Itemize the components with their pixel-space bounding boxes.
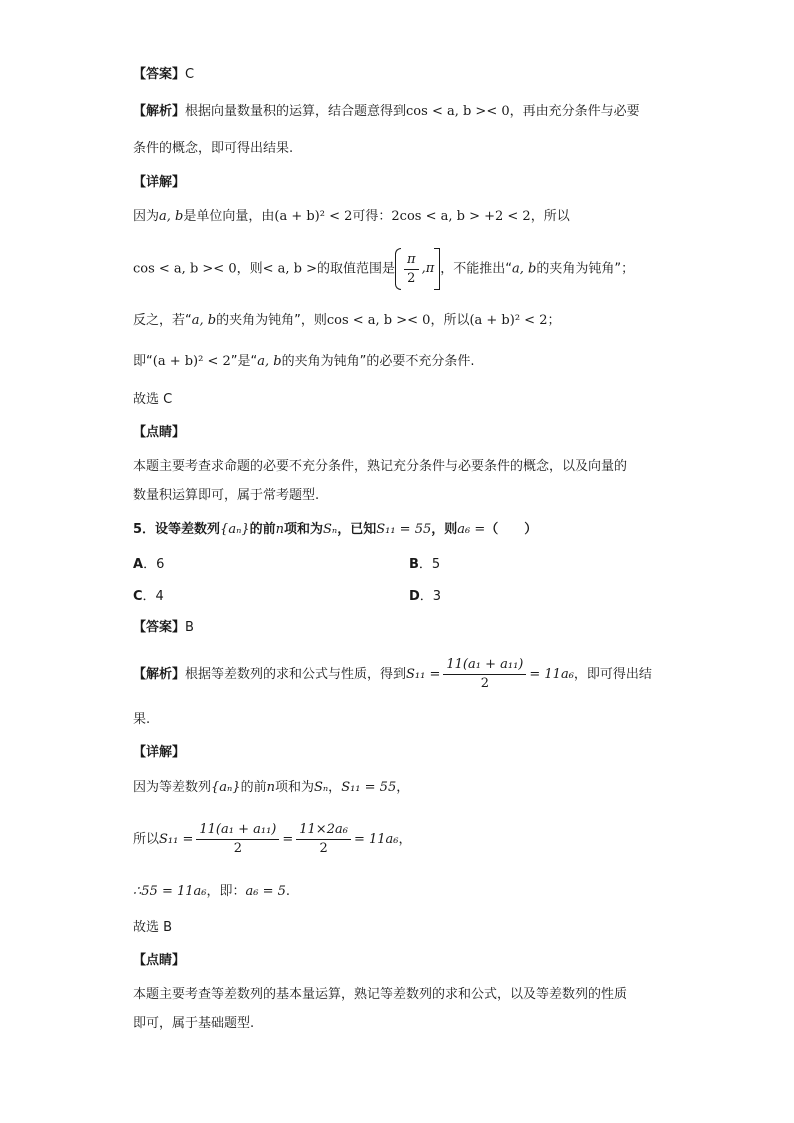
detail-math: (a + b)² < 2 xyxy=(152,354,231,369)
answer-value: C xyxy=(185,67,195,82)
fraction-numerator: 11(a₁ + a₁₁) xyxy=(196,821,279,840)
q4-detail-line-3 xyxy=(133,311,734,331)
detail-text: 是单位向量，由 xyxy=(183,209,275,224)
detail-fraction-1 xyxy=(196,821,279,858)
q5-title-text: 5．设等差数列 xyxy=(133,522,221,537)
analysis-math: = 11a₆ xyxy=(529,667,574,682)
analysis-label: 【解析】 xyxy=(133,104,186,119)
q5-title-text: ，则 xyxy=(431,522,458,537)
option-key: D xyxy=(409,589,420,604)
vector-ab: a, b xyxy=(257,354,282,369)
equals-sign: = xyxy=(282,832,294,847)
detail-text: ，即： xyxy=(206,884,246,899)
q5-review-label-line xyxy=(133,951,734,971)
q5-detail-line-2 xyxy=(133,820,734,864)
analysis-math: cos < a, b >< 0 xyxy=(406,104,510,119)
analysis-math: S₁₁ = xyxy=(406,667,441,682)
pi-over-two xyxy=(404,251,419,288)
fraction-denominator: 2 xyxy=(233,841,242,856)
detail-text: 的取值范围是 xyxy=(317,261,396,277)
answer-label: 【答案】 xyxy=(133,620,186,635)
detail-text: 的前 xyxy=(240,780,267,795)
sequence-symbol: {aₙ} xyxy=(220,522,250,537)
s11-value: S₁₁ = 55 xyxy=(376,522,432,537)
q5-detail-line-1 xyxy=(133,778,734,798)
interval xyxy=(395,248,440,290)
q4-detail-label-line xyxy=(133,173,734,193)
q4-detail-line-4 xyxy=(133,352,734,372)
q5-title-text: 项和为 xyxy=(284,522,324,537)
q5-review-line-1: 本题主要考查等差数列的基本量运算，熟记等差数列的求和公式，以及等差数列的性质 xyxy=(133,987,628,1002)
detail-text: ， xyxy=(396,780,410,795)
option-value: ．3 xyxy=(419,589,442,604)
detail-math: = 11a₆ xyxy=(353,832,399,847)
q5-review-line-2: 即可，属于基础题型. xyxy=(133,1016,255,1031)
answer-label: 【答案】 xyxy=(133,67,186,82)
detail-text: 的夹角为钝角”，则 xyxy=(216,313,327,328)
a6-symbol: a₆ = xyxy=(457,522,486,537)
analysis-text: ，即可得出结 xyxy=(573,667,652,682)
q5-answer-line xyxy=(133,618,734,638)
option-key: A xyxy=(133,557,144,572)
n-symbol: n xyxy=(275,522,284,537)
q4-answer-line xyxy=(133,65,734,85)
detail-text: ，所以 xyxy=(530,209,570,224)
detail-text: . xyxy=(285,884,291,899)
detail-fraction-2 xyxy=(296,821,351,858)
detail-text: 项和为 xyxy=(274,780,314,795)
detail-text: ，不能推出“ xyxy=(440,261,512,277)
detail-math: S₁₁ = xyxy=(159,832,194,847)
sn-symbol: Sₙ xyxy=(313,780,329,795)
fraction-denominator: 2 xyxy=(480,676,490,691)
analysis-text: 条件的概念，即可得出结果. xyxy=(133,141,294,156)
detail-text: ”是“ xyxy=(230,354,258,369)
s11-value: S₁₁ = 55 xyxy=(341,780,397,795)
detail-text: 即“ xyxy=(133,354,153,369)
option-d[interactable] xyxy=(409,587,441,607)
fraction-numerator: 11×2a₆ xyxy=(296,821,351,840)
q5-title-text: （ ） xyxy=(485,522,538,537)
q5-detail-label-line xyxy=(133,743,734,763)
option-key: B xyxy=(409,557,419,572)
detail-label: 【详解】 xyxy=(133,175,186,190)
answer-value: B xyxy=(185,620,194,635)
analysis-label: 【解析】 xyxy=(133,667,186,682)
detail-text: 的夹角为钝角”的必要不充分条件. xyxy=(281,354,475,369)
option-value: ．4 xyxy=(142,589,164,604)
n-symbol: n xyxy=(266,780,275,795)
detail-math: ∴55 = 11a₆ xyxy=(133,884,207,899)
q5-title-text: 的前 xyxy=(249,522,276,537)
q4-choose: 故选 C xyxy=(133,392,173,407)
detail-text: 反之，若“ xyxy=(133,313,192,328)
q5-detail-line-3 xyxy=(133,882,734,902)
fraction-numerator: π xyxy=(404,251,419,270)
detail-math: a₆ = 5 xyxy=(245,884,286,899)
fraction-denominator: 2 xyxy=(319,841,328,856)
detail-text: 可得： xyxy=(352,209,392,224)
option-b[interactable] xyxy=(409,555,440,575)
interval-end: ,π xyxy=(421,261,435,276)
q4-review-line-1: 本题主要考查求命题的必要不充分条件，熟记充分条件与必要条件的概念，以及向量的 xyxy=(133,459,628,474)
detail-text: 因为等差数列 xyxy=(133,780,212,795)
sn-symbol: Sₙ xyxy=(323,522,338,537)
q4-detail-line-2 xyxy=(133,248,734,292)
detail-math: cos < a, b >< 0 xyxy=(133,261,237,277)
analysis-text: 根据向量数量积的运算，结合题意得到 xyxy=(185,104,407,119)
fraction-numerator: 11(a₁ + a₁₁) xyxy=(443,656,526,675)
q4-analysis-line-2 xyxy=(133,139,734,159)
detail-text: 所以 xyxy=(133,832,160,847)
review-label: 【点睛】 xyxy=(133,953,186,968)
detail-text: ， xyxy=(398,832,412,847)
q5-analysis-line-2: 果. xyxy=(133,712,151,727)
detail-text: ； xyxy=(547,313,561,328)
analysis-text: ，再由充分条件与必要 xyxy=(509,104,640,119)
detail-math: (a + b)² < 2 xyxy=(274,209,353,224)
analysis-text: 根据等差数列的求和公式与性质，得到 xyxy=(185,667,407,682)
analysis-fraction xyxy=(443,656,526,693)
q4-detail-line-1 xyxy=(133,207,734,227)
detail-text: 的夹角为钝角”； xyxy=(536,261,635,277)
q5-analysis-line-1 xyxy=(133,655,734,697)
q5-title xyxy=(133,520,734,540)
option-value: ．6 xyxy=(143,557,165,572)
detail-math: (a + b)² < 2 xyxy=(469,313,548,328)
detail-label: 【详解】 xyxy=(133,745,186,760)
detail-text: ，则 xyxy=(236,261,263,277)
fraction-denominator: 2 xyxy=(407,270,416,286)
vector-ab: a, b xyxy=(512,261,537,277)
q5-choose: 故选 B xyxy=(133,920,173,935)
option-key: C xyxy=(133,589,143,604)
q4-review-label-line xyxy=(133,423,734,443)
option-c[interactable] xyxy=(133,587,164,607)
vector-ab: a, b xyxy=(159,209,184,224)
option-value: ．5 xyxy=(418,557,441,572)
q4-analysis-line-1 xyxy=(133,102,734,122)
detail-text: ， xyxy=(328,780,342,795)
detail-text: 因为 xyxy=(133,209,160,224)
q5-title-text: ，已知 xyxy=(337,522,377,537)
detail-math: 2cos < a, b > +2 < 2 xyxy=(391,209,531,224)
detail-text: ，所以 xyxy=(430,313,470,328)
detail-math: < a, b > xyxy=(262,261,317,277)
detail-math: cos < a, b >< 0 xyxy=(326,313,431,328)
option-a[interactable] xyxy=(133,555,164,575)
review-label: 【点睛】 xyxy=(133,425,186,440)
q4-review-line-2: 数量积运算即可，属于常考题型. xyxy=(133,488,320,503)
vector-ab: a, b xyxy=(191,313,217,328)
sequence-symbol: {aₙ} xyxy=(211,780,241,795)
